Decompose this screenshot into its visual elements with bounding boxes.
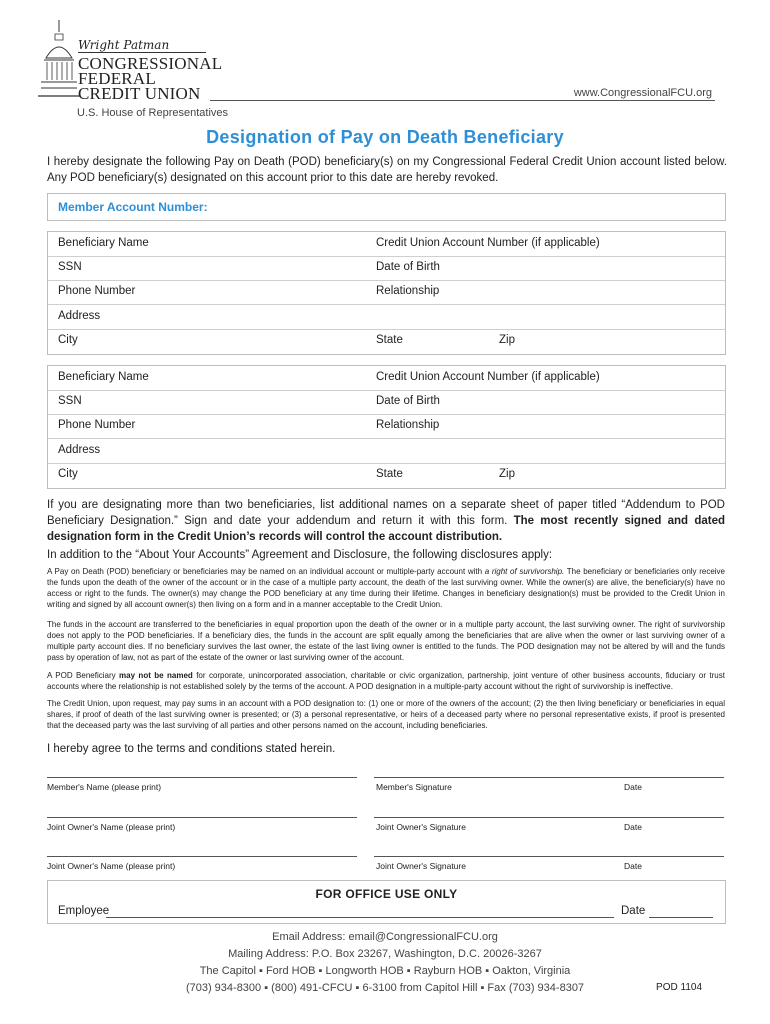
capitol-dome-icon	[38, 18, 80, 102]
beneficiary-2-zip-field[interactable]: Zip	[499, 468, 515, 480]
disc1-a: A Pay on Death (POD) beneficiary or beneficiaries may be named on an individual account or multiple-party account with	[47, 567, 485, 576]
footer-phones: (703) 934-8300 ▪ (800) 491-CFCU ▪ 6-3100 from Capitol Hill ▪ Fax (703) 934-8307	[185, 982, 585, 994]
disc3-b: for corporate, unincorporated association, charitable or civic organization, partnership, joint venture of other business accounts, fiduciary or trust accounts where the relationship is not established solely by the terms of the account. A POD designation in a multiple-party account without the right of survivorship is ineffective.	[47, 671, 725, 691]
members-signature-label: Member's Signature	[376, 782, 452, 792]
office-use-box	[47, 880, 726, 924]
divider	[48, 463, 725, 464]
office-date-label: Date	[621, 905, 646, 917]
subtitle: U.S. House of Representatives	[77, 107, 229, 119]
beneficiary-2-state-field[interactable]: State	[376, 468, 403, 480]
joint-owner-1-name-line[interactable]	[47, 817, 357, 818]
divider	[48, 304, 725, 305]
logo-script-name: Wright Patman	[78, 38, 170, 52]
joint-owner-2-signature-label: Joint Owner's Signature	[376, 861, 466, 871]
members-name-line[interactable]	[47, 777, 357, 778]
beneficiary-1-account-field[interactable]: Credit Union Account Number (if applicable)	[376, 237, 600, 249]
joint-owner-1-name-label: Joint Owner's Name (please print)	[47, 822, 176, 832]
disc3-a: A POD Beneficiary	[47, 671, 120, 680]
member-account-label: Member Account Number:	[58, 200, 208, 214]
employee-line[interactable]	[106, 917, 614, 918]
beneficiary-2-address-field[interactable]: Address	[58, 444, 101, 456]
logo-line-congressional: CONGRESSIONAL	[78, 54, 223, 73]
beneficiary-1-city-field[interactable]: City	[58, 334, 78, 346]
member-account-box[interactable]	[47, 193, 726, 221]
logo-line-federal: FEDERAL	[78, 69, 156, 88]
beneficiary-1-ssn-field[interactable]: SSN	[58, 261, 82, 273]
disclosure-paragraph-4: The Credit Union, upon request, may pay sums in an account with a POD designation to: (1) one or more of the owners of the account; (2) the then living beneficiary or beneficiaries in equal shares, if proof of death of the last surviving owner is presented; or (3) a personal representative, or heirs of a deceased party where no personal representative exists, if proof is presented that the deceased party was the last surviving of all parties and other persons named on the account, including beneficiaries.	[47, 699, 725, 730]
divider	[48, 256, 725, 257]
disclosure-paragraph-3	[47, 670, 725, 692]
members-name-label: Member's Name (please print)	[47, 782, 162, 792]
additional-text: If you are designating more than two beneficiaries, list additional names on a separate sheet of paper titled “Addendum to POD Beneficiary Designation.” Sign and date your addendum and return it with this form.	[47, 499, 725, 527]
beneficiary-1-relationship-field[interactable]: Relationship	[376, 285, 440, 297]
disclosure-paragraph-2: The funds in the account are transferred to the beneficiaries in equal proportion upon the death of the owner or in a multiple party account, the last surviving owner. The right of survivorship does not apply to the POD beneficiaries. If a beneficiary dies, the funds in the account are split equally among the beneficiaries that are alive when the owner or last surviving owner of a multiple party account dies. If no beneficiary survives the last owner, the estate of the last living owner is entitled to the funds. The POD designation may not be altered by will and the funds pass by operation of law, not as part of the estate of the owner or last surviving owner of the account.	[47, 620, 725, 662]
divider	[48, 329, 725, 330]
divider	[48, 438, 725, 439]
beneficiary-1-box	[47, 231, 726, 355]
additional-bold-text: The most recently signed and dated designation form in the Credit Union’s records will control the account distribution.	[47, 515, 725, 543]
agreement-text: I hereby agree to the terms and conditions stated herein.	[47, 743, 336, 755]
beneficiary-1-dob-field[interactable]: Date of Birth	[376, 261, 440, 273]
joint-owner-2-name-line[interactable]	[47, 856, 357, 857]
beneficiary-1-zip-field[interactable]: Zip	[499, 334, 515, 346]
beneficiary-2-relationship-field[interactable]: Relationship	[376, 419, 440, 431]
logo-line-credit-union: CREDIT UNION	[78, 84, 201, 103]
joint-owner-2-signature-line[interactable]	[374, 856, 724, 857]
footer-locations: The Capitol ▪ Ford HOB ▪ Longworth HOB ▪ Rayburn HOB ▪ Oakton, Virginia	[199, 965, 571, 977]
joint-owner-1-signature-label: Joint Owner's Signature	[376, 822, 466, 832]
disc1-italic: a right of survivorship.	[484, 567, 565, 576]
beneficiary-1-name-field[interactable]: Beneficiary Name	[58, 237, 149, 249]
intro-text: I hereby designate the following Pay on Death (POD) beneficiary(s) on my Congressional Federal Credit Union account listed below. Any POD beneficiary(s) designated on this account prior to this date are hereby revoked.	[47, 156, 727, 184]
joint-owner-1-signature-line[interactable]	[374, 817, 724, 818]
disclosure-paragraph-1	[47, 566, 725, 610]
date-label-2: Date	[624, 822, 642, 832]
logo	[38, 18, 223, 104]
form-code: POD 1104	[656, 982, 702, 993]
divider	[48, 414, 725, 415]
beneficiary-2-phone-field[interactable]: Phone Number	[58, 419, 136, 431]
members-signature-line[interactable]	[374, 777, 724, 778]
beneficiary-2-ssn-field[interactable]: SSN	[58, 395, 82, 407]
employee-label: Employee	[58, 905, 110, 917]
footer-email: Email Address: email@CongressionalFCU.org	[272, 931, 498, 943]
beneficiary-2-dob-field[interactable]: Date of Birth	[376, 395, 440, 407]
office-use-heading: FOR OFFICE USE ONLY	[315, 887, 458, 901]
logo-rule	[78, 52, 206, 53]
footer-mailing: Mailing Address: P.O. Box 23267, Washington, D.C. 20026-3267	[228, 948, 542, 960]
divider	[48, 280, 725, 281]
disc3-bold: may not be named	[119, 671, 193, 680]
beneficiary-1-address-field[interactable]: Address	[58, 310, 101, 322]
beneficiary-1-state-field[interactable]: State	[376, 334, 403, 346]
additional-beneficiaries-text	[47, 497, 725, 545]
header-rule	[210, 100, 715, 101]
date-label-1: Date	[624, 782, 642, 792]
page-title: Designation of Pay on Death Beneficiary	[206, 127, 564, 147]
divider	[48, 390, 725, 391]
disclosure-intro: In addition to the “About Your Accounts” Agreement and Disclosure, the following disclosures apply:	[47, 549, 553, 561]
office-date-line[interactable]	[649, 917, 713, 918]
beneficiary-2-name-field[interactable]: Beneficiary Name	[58, 371, 149, 383]
beneficiary-2-box	[47, 365, 726, 489]
joint-owner-2-name-label: Joint Owner's Name (please print)	[47, 861, 176, 871]
disc1-b: The beneficiary or beneficiaries only receive the funds upon the death of the owner of the account or in the case of a multiple party account, the death of the last surviving owner. While the owner(s) are alive, the beneficiary(s) have no access or right to the funds. The owner(s) may change the POD beneficiary at any time during their lifetime. Changes in beneficiary designation(s) must be provided to the Credit Union in writing and signed by all account owner(s) then living on a form and in a manner acceptable to the Credit Union.	[47, 567, 725, 609]
website-link[interactable]: www.CongressionalFCU.org	[573, 87, 712, 99]
date-label-3: Date	[624, 861, 642, 871]
beneficiary-2-city-field[interactable]: City	[58, 468, 78, 480]
beneficiary-1-phone-field[interactable]: Phone Number	[58, 285, 136, 297]
beneficiary-2-account-field[interactable]: Credit Union Account Number (if applicable)	[376, 371, 600, 383]
